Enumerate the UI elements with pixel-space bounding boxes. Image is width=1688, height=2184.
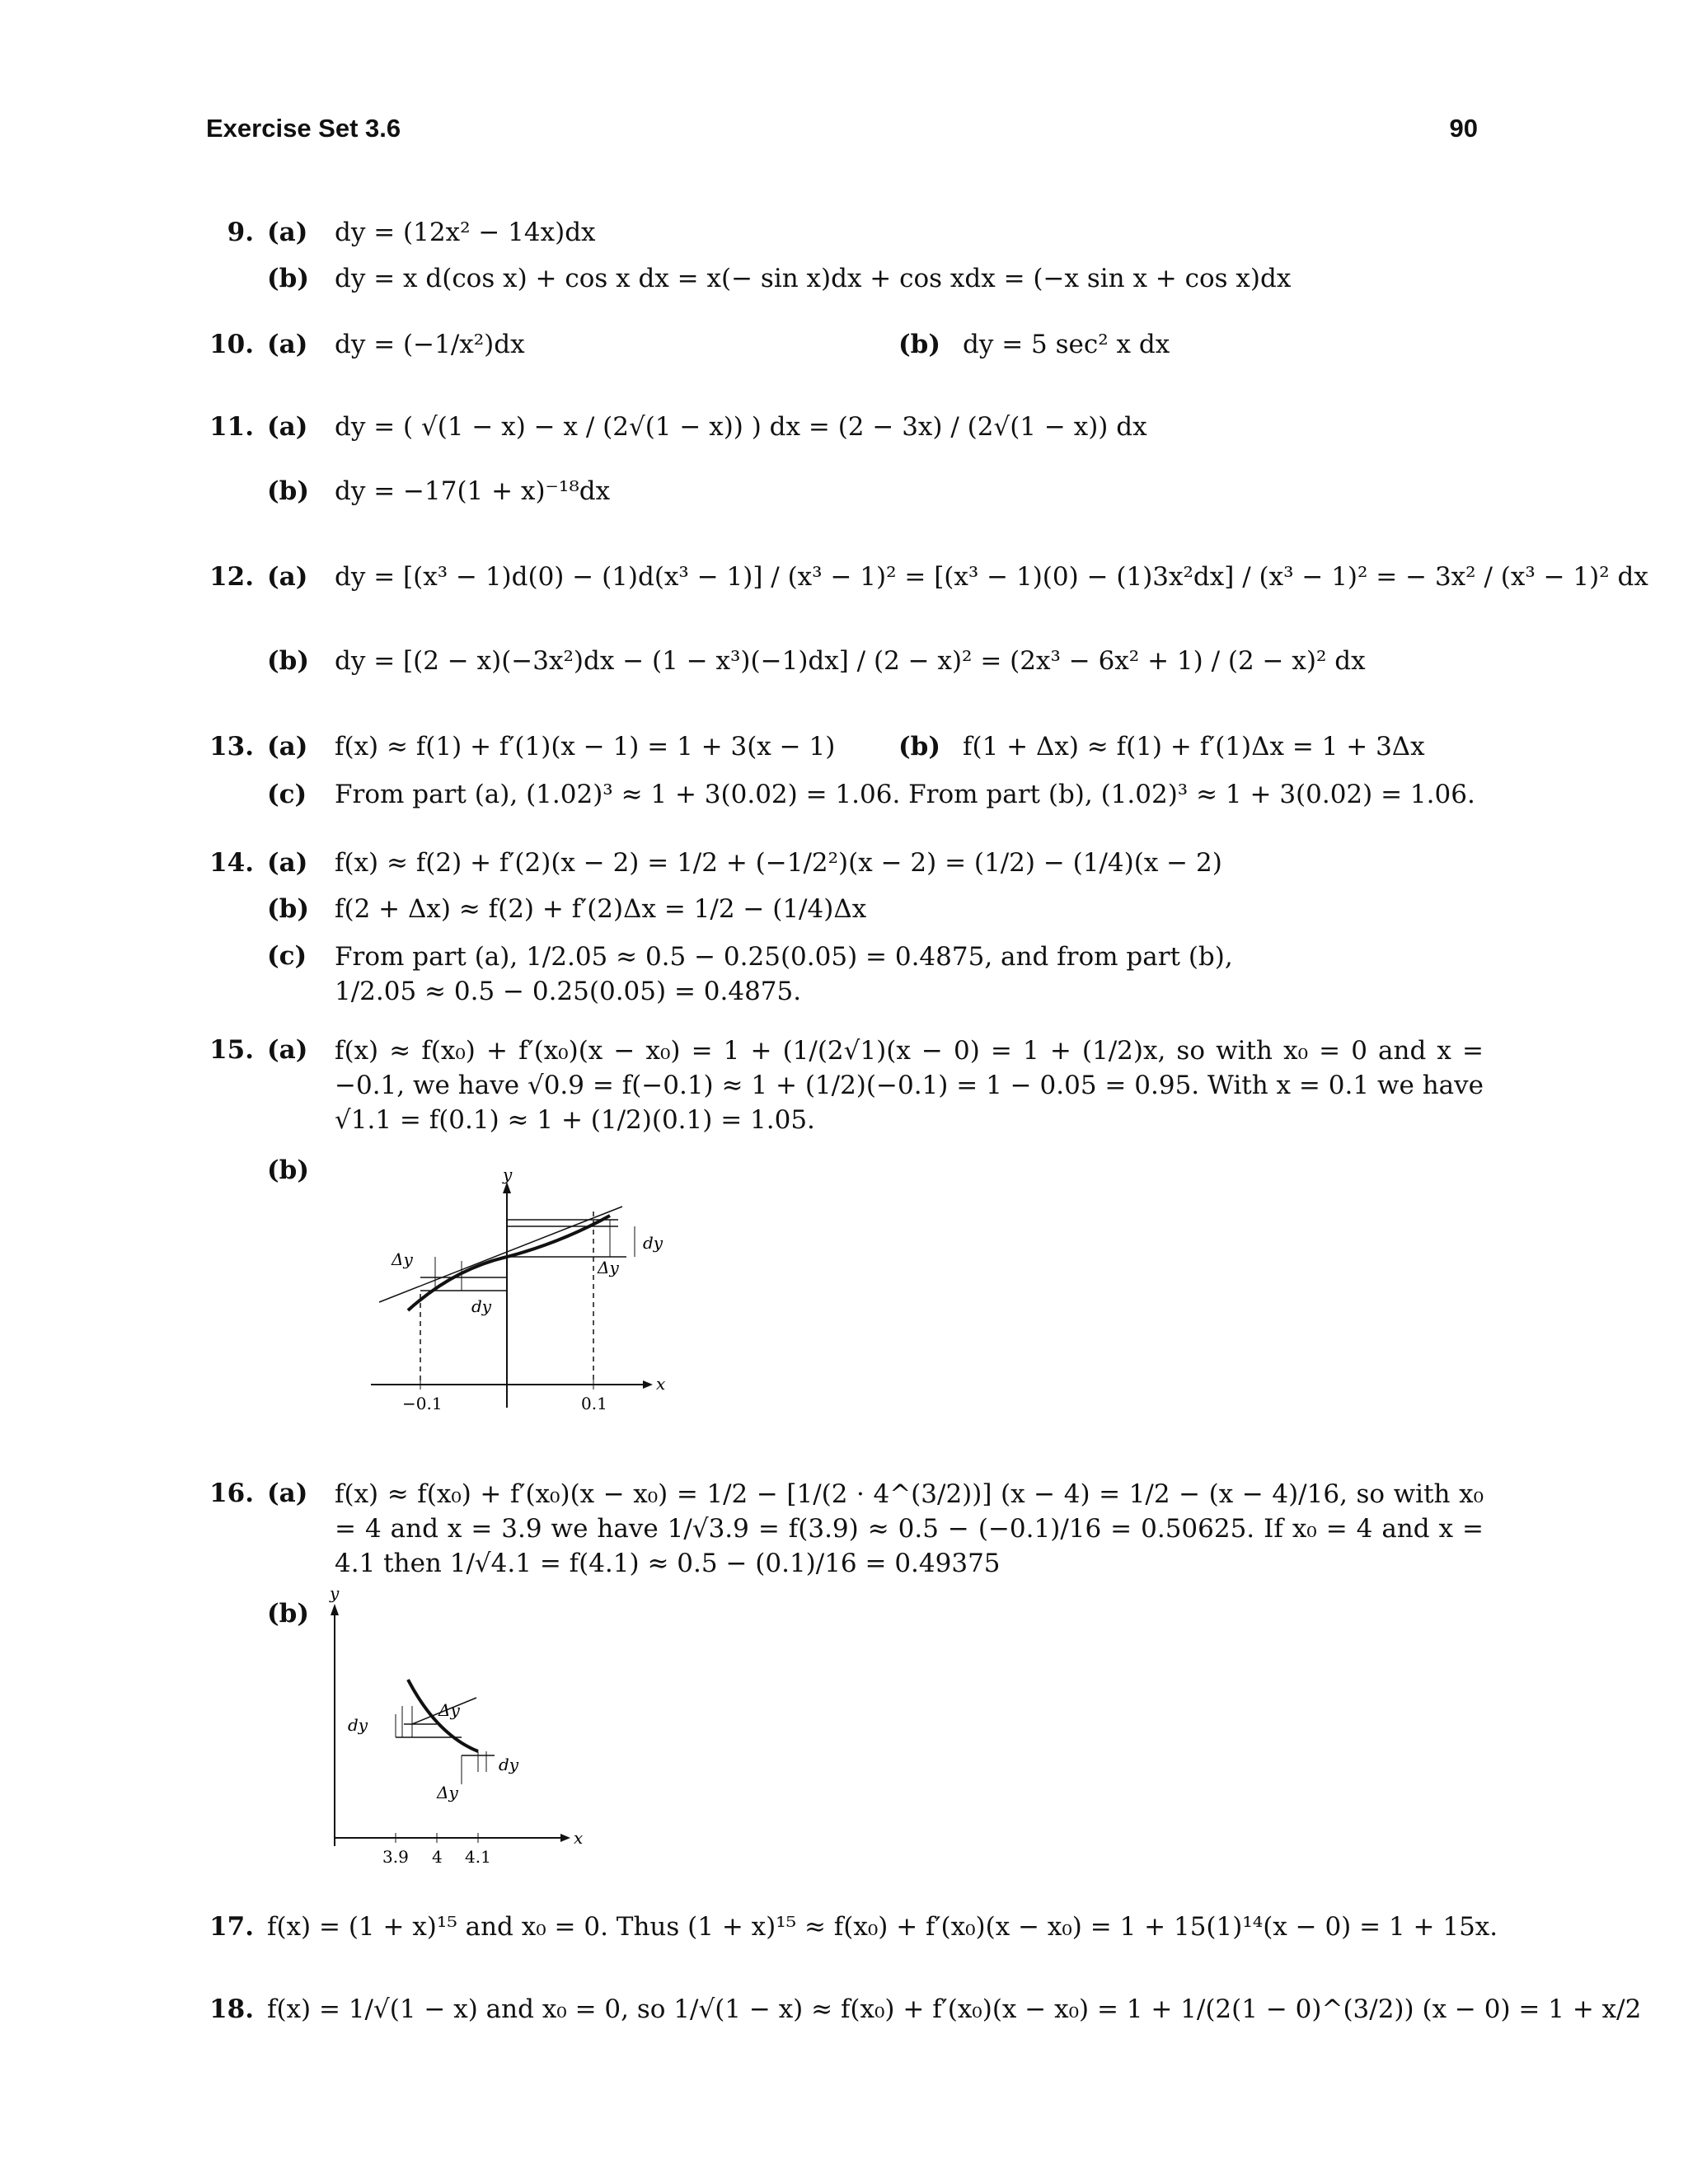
problem-number: 15. [209,1035,254,1065]
y-axis-label: y [503,1170,513,1184]
answer-text: dy = x d(cos x) + cos x dx = x(− sin x)dx + cos xdx = (−x sin x + cos x)dx [335,264,1292,293]
problem-16a [198,1477,1484,1592]
answer-text: f(x) ≈ f(x₀) + f′(x₀)(x − x₀) = 1 + (1/(2√1)(x − 0) = 1 + (1/2)x, so with x₀ = 0 and x = −0.1, we have √0.9 = f(−0.1) ≈ 1 + (1/2)(−0.1) = 1 − 0.05 = 0.95. With x = 0.1 we have √1.1 = f(0.1) ≈ 1 + (1/2)(0.1) = 1.05. [335,1036,1484,1135]
answer-text: f(x) = (1 + x)¹⁵ and x₀ = 0. Thus (1 + x)¹⁵ ≈ f(x₀) + f′(x₀)(x − x₀) = 1 + 15(1)¹⁴(x − 0) = 1 + 15x. [267,1912,1498,1942]
part-label: (a) [267,330,308,359]
dy-label: dy [348,1715,368,1735]
part-label: (a) [267,1035,308,1065]
problem-number: 17. [209,1912,254,1942]
x-axis-label: x [656,1374,666,1394]
dy-label: dy [643,1233,663,1253]
answer-text: dy = [(2 − x)(−3x²)dx − (1 − x³)(−1)dx] / (2 − x)² = (2x³ − 6x² + 1) / (2 − x)² dx [335,646,1366,676]
part-label: (b) [267,476,310,506]
part-label: (c) [267,941,307,971]
answer-text: dy = (12x² − 14x)dx [335,218,596,247]
problem-14c [198,940,1484,1014]
delta-y-label: Δy [437,1783,458,1802]
part-label: (b) [898,330,941,359]
problem-number: 13. [209,732,254,762]
dy-label: dy [471,1296,492,1316]
problem-number: 11. [209,412,254,442]
part-label: (b) [267,646,310,676]
answer-text: f(x) ≈ f(1) + f′(1)(x − 1) = 1 + 3(x − 1) [335,732,836,762]
delta-y-label: Δy [392,1249,413,1269]
problem-number: 14. [209,848,254,878]
answer-text: dy = (−1/x²)dx [335,330,525,359]
part-label: (a) [267,218,308,247]
figure-15-tangent-line-diagram [363,1170,676,1418]
part-label: (a) [267,1479,308,1508]
answer-text: dy = −17(1 + x)⁻¹⁸dx [335,476,611,506]
answer-text: dy = [(x³ − 1)d(0) − (1)d(x³ − 1)] / (x³ − 1)² = [(x³ − 1)(0) − (1)3x²dx] / (x³ − 1)² = − 3x² / (x³ − 1)² dx [335,562,1648,592]
answer-text: dy = ( √(1 − x) − x / (2√(1 − x)) ) dx = (2 − 3x) / (2√(1 − x)) dx [335,412,1147,442]
problem-number: 10. [209,330,254,359]
x-tick-label: −0.1 [402,1394,443,1413]
part-label: (a) [267,562,308,592]
part-label: (b) [267,1599,310,1629]
answer-text: dy = 5 sec² x dx [963,330,1170,359]
answer-text: From part (a), (1.02)³ ≈ 1 + 3(0.02) = 1.06. From part (b), (1.02)³ ≈ 1 + 3(0.02) = 1.06. [335,780,1475,809]
x-tick-label: 3.9 [382,1847,409,1867]
answer-text: From part (a), 1/2.05 ≈ 0.5 − 0.25(0.05) = 0.4875, and from part (b), 1/2.05 ≈ 0.5 − 0.25(0.05) = 0.4875. [335,942,1233,1006]
problem-number: 16. [209,1479,254,1508]
answer-text: f(2 + Δx) ≈ f(2) + f′(2)Δx = 1/2 − (1/4)Δx [335,894,867,924]
part-label: (b) [267,1155,310,1185]
part-label: (b) [267,264,310,293]
answer-text: f(1 + Δx) ≈ f(1) + f′(1)Δx = 1 + 3Δx [963,732,1425,762]
problem-number: 18. [209,1994,254,2024]
answer-text: f(x) ≈ f(x₀) + f′(x₀)(x − x₀) = 1/2 − [1/(2 · 4^(3/2))] (x − 4) = 1/2 − (x − 4)/16, so with x₀ = 4 and x = 3.9 we have 1/√3.9 = f(3.9) ≈ 0.5 − (−0.1)/16 = 0.50625. If x₀ = 4 and x = 4.1 then 1/√4.1 = f(4.1) ≈ 0.5 − (0.1)/16 = 0.49375 [335,1479,1484,1578]
answer-text: f(x) = 1/√(1 − x) and x₀ = 0, so 1/√(1 − x) ≈ f(x₀) + f′(x₀)(x − x₀) = 1 + 1/(2(1 − 0)^(3/2)) (x − 0) = 1 + x/2 [267,1994,1642,2024]
y-axis-label: y [330,1583,340,1603]
problem-15a [198,1033,1484,1149]
part-label: (a) [267,412,308,442]
x-tick-label: 4.1 [465,1847,491,1867]
page-number: 90 [1449,114,1478,143]
delta-y-label: Δy [598,1258,619,1277]
part-label: (c) [267,780,307,809]
page-header-title: Exercise Set 3.6 [206,114,401,143]
x-tick-label: 4 [432,1847,443,1867]
part-label: (b) [898,732,941,762]
answer-text: f(x) ≈ f(2) + f′(2)(x − 2) = 1/2 + (−1/2²)(x − 2) = (1/2) − (1/4)(x − 2) [335,848,1222,878]
part-label: (a) [267,848,308,878]
dy-label: dy [499,1755,519,1774]
part-label: (a) [267,732,308,762]
x-tick-label: 0.1 [581,1394,607,1413]
figure-16-tangent-line-diagram [313,1582,610,1871]
delta-y-label: Δy [438,1700,460,1720]
problem-number: 9. [227,218,254,247]
x-axis-label: x [574,1828,584,1848]
problem-number: 12. [209,562,254,592]
part-label: (b) [267,894,310,924]
